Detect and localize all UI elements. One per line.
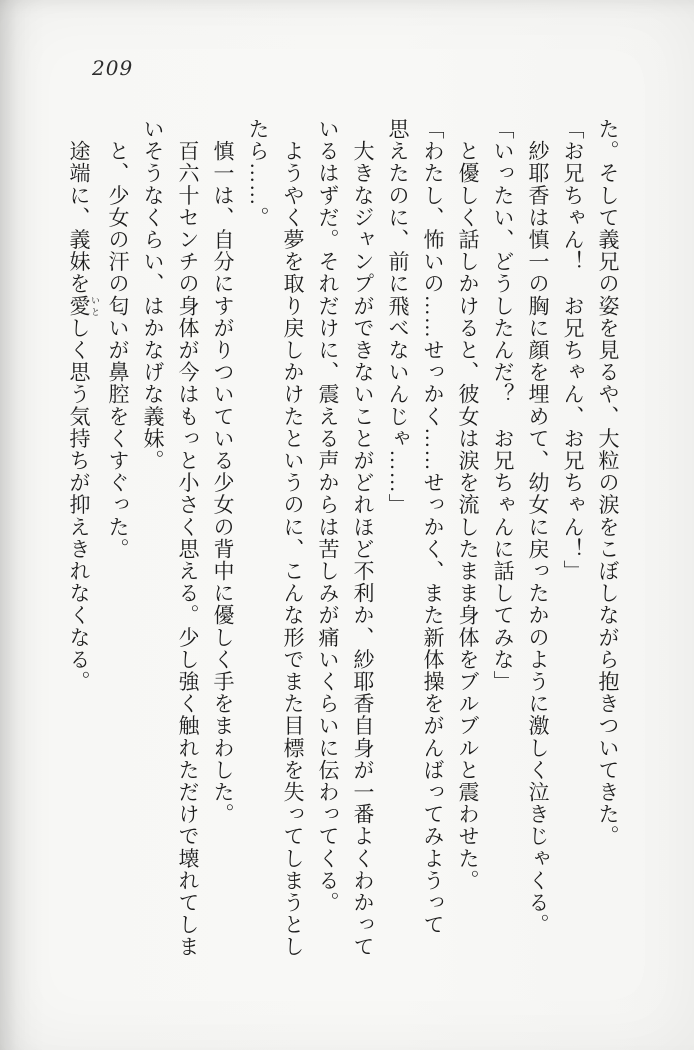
- text-line: 途端に、義妹を愛 いとしく思う気持ちが抑えきれなくなる。: [67, 118, 100, 693]
- text-line: 「お兄ちゃん！ お兄ちゃん、お兄ちゃん！」: [561, 118, 585, 583]
- text-line: 「いったい、どうしたんだ？ お兄ちゃんに話してみな」: [491, 118, 515, 693]
- text-line: た。そして義兄の姿を見るや、大粒の涙をこぼしながら抱きついてきた。: [596, 118, 620, 848]
- text-line: 思えたのに、前に飛べないんじゃ……」: [386, 118, 410, 516]
- text-line: ようやく夢を取り戻しかけたというのに、こんな形でまた目標を失ってしまうとし: [281, 118, 305, 958]
- text-line: いるはずだ。それだけに、震える声からは苦しみが痛いくらいに伝わってくる。: [316, 118, 340, 914]
- furigana: いと: [90, 294, 100, 317]
- text-line: 大きなジャンプができないことがどれほど不利か、紗耶香自身が一番よくわかって: [351, 118, 375, 958]
- ruby-annotated-word: 愛 いと: [67, 294, 100, 317]
- text-line: 百六十センチの身体が今はもっと小さく思える。少し強く触れただけで壊れてしま: [176, 118, 200, 958]
- text-line: と優しく話しかけると、彼女は涙を流したまま身体をブルブルと震わせた。: [456, 118, 480, 892]
- text-line: たら……。: [246, 118, 270, 229]
- page-number: 209: [92, 56, 134, 80]
- text-line: 紗耶香は慎一の胸に顔を埋めて、幼女に戻ったかのように激しく泣きじゃくる。: [526, 118, 550, 936]
- text-line: と、少女の汗の匂いが鼻腔をくすぐった。: [106, 118, 130, 560]
- text-line: 「わたし、怖いの……せっかく……せっかく、また新体操をがんばってみようって: [421, 118, 445, 936]
- text-line: 慎一は、自分にすがりついている少女の背中に優しく手をまわした。: [211, 118, 235, 826]
- text-line: いそうなくらい、はかなげな義妹。: [141, 118, 165, 472]
- text-block: [61, 118, 625, 966]
